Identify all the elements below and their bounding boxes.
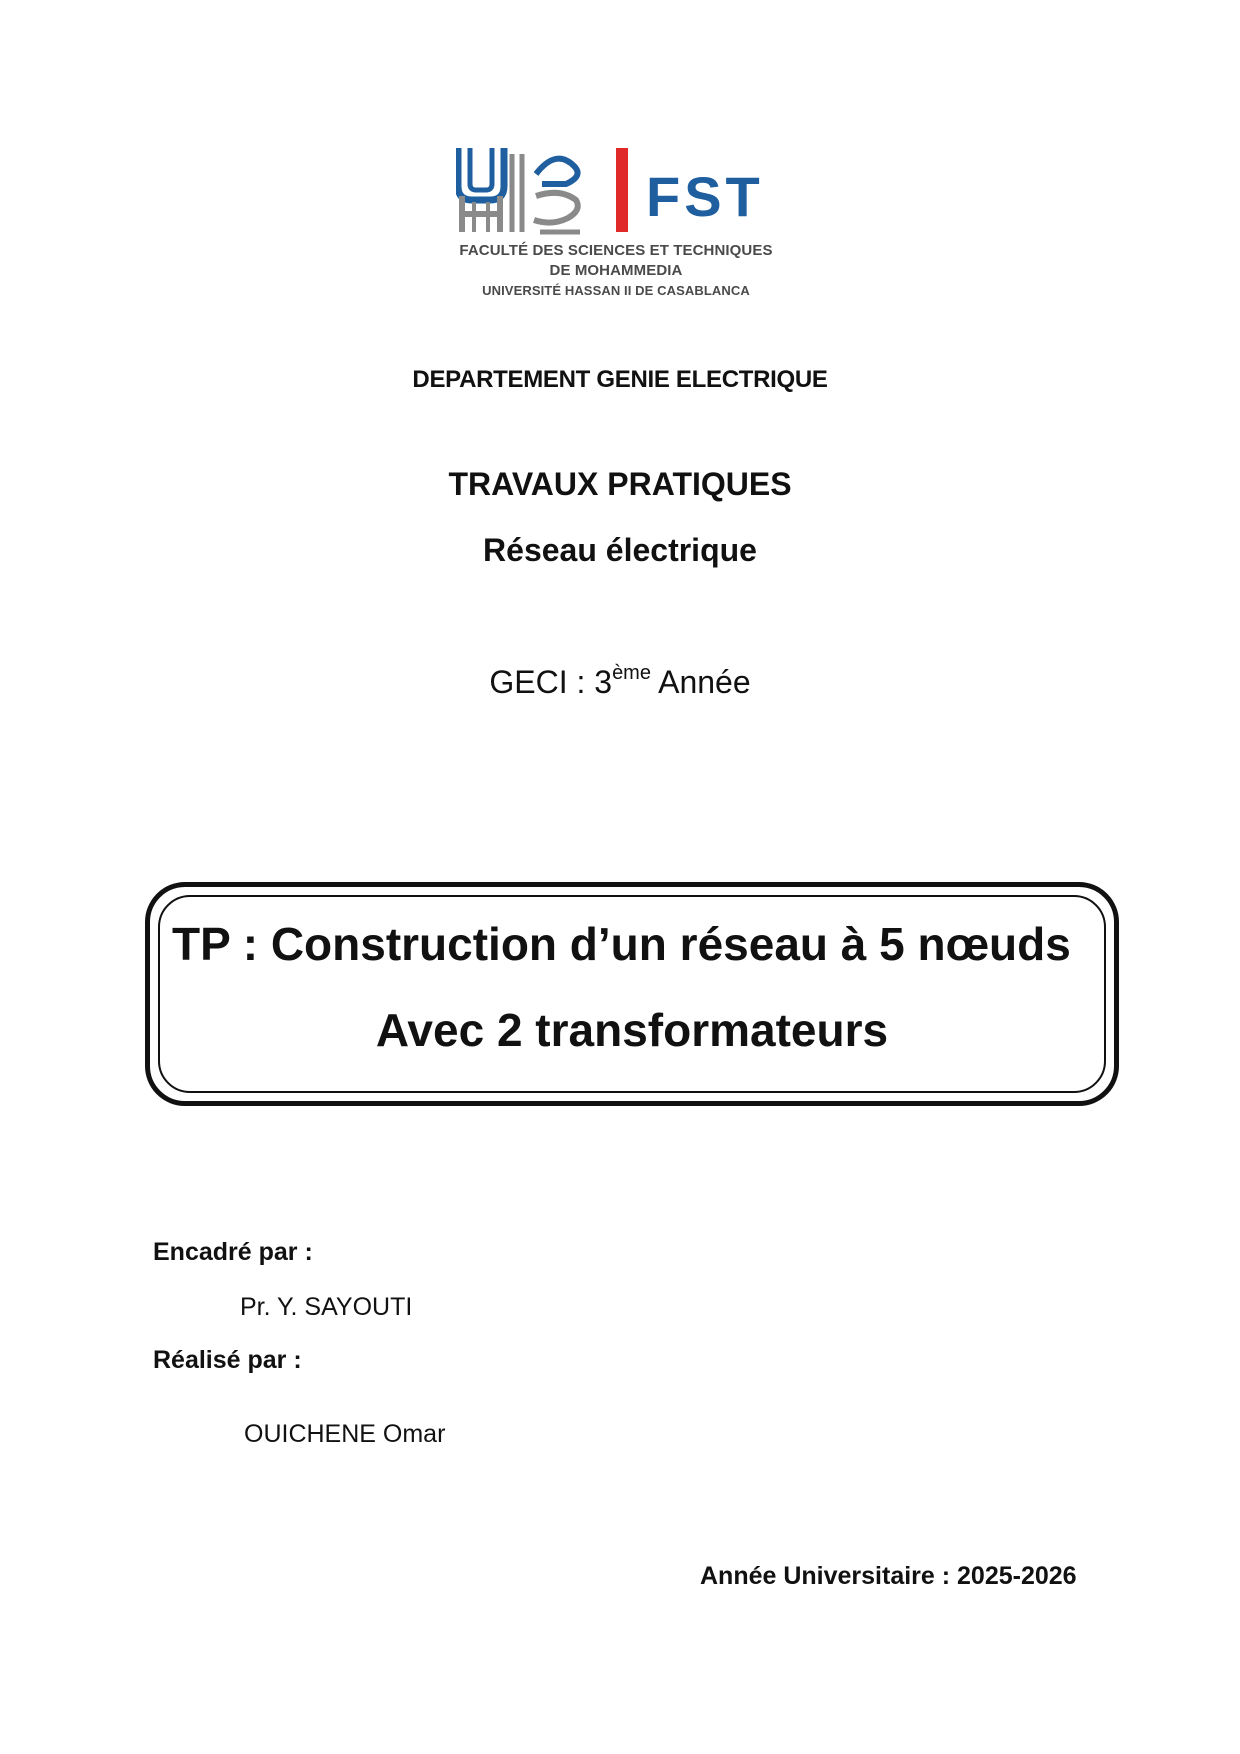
university-logo bbox=[456, 144, 776, 304]
class-level bbox=[0, 664, 1240, 701]
author-name: OUICHENE Omar bbox=[244, 1420, 446, 1448]
logo-faculty-line: FACULTÉ DES SCIENCES ET TECHNIQUES bbox=[459, 242, 773, 259]
supervisor-name: Pr. Y. SAYOUTI bbox=[240, 1293, 413, 1321]
course-subject: Réseau électrique bbox=[483, 532, 757, 568]
lab-title-box bbox=[145, 882, 1119, 1106]
level-year: Année bbox=[650, 664, 751, 700]
logo-city-line: DE MOHAMMEDIA bbox=[549, 262, 683, 279]
logo-university-line: UNIVERSITÉ HASSAN II DE CASABLANCA bbox=[482, 283, 750, 298]
level-prefix: GECI : 3 bbox=[489, 664, 613, 700]
lab-title-line2: Avec 2 transformateurs bbox=[375, 1004, 889, 1056]
author-label: Réalisé par : bbox=[153, 1346, 302, 1374]
academic-year: Année Universitaire : 2025-2026 bbox=[700, 1562, 1077, 1590]
document-heading: TRAVAUX PRATIQUES bbox=[448, 466, 792, 502]
uh2c-fst-logo-icon bbox=[456, 144, 776, 240]
lab-title-line1: TP : Construction d’un réseau à 5 nœuds bbox=[172, 918, 1071, 970]
level-superscript: ème bbox=[612, 662, 651, 684]
supervisor-label: Encadré par : bbox=[153, 1238, 313, 1266]
department-name: DEPARTEMENT GENIE ELECTRIQUE bbox=[412, 366, 828, 393]
svg-text:FST: FST bbox=[646, 165, 764, 228]
